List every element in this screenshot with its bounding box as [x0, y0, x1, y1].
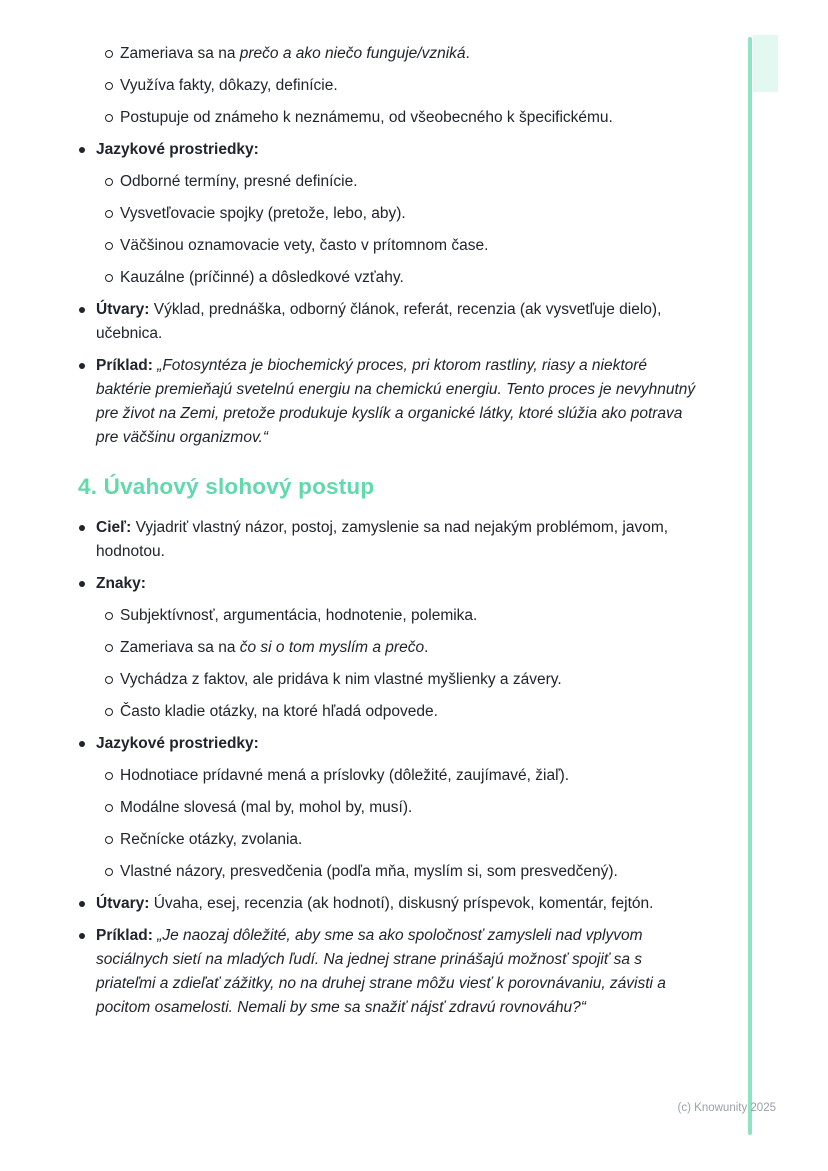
item-text: [120, 170, 696, 194]
sub-bullet-item: [78, 74, 696, 98]
bullet-circle-icon: [104, 266, 120, 290]
item-text: [120, 668, 696, 692]
text-run: .: [424, 639, 429, 656]
sub-bullet-item: [78, 700, 696, 724]
item-text: [120, 828, 696, 852]
bullet-circle-icon: [104, 604, 120, 628]
bullet-item: [78, 516, 696, 564]
bullet-circle-icon: [104, 828, 120, 852]
sub-bullet-item: [78, 266, 696, 290]
item-text: [120, 106, 696, 130]
bullet-circle-icon: [104, 636, 120, 660]
text-run: Subjektívnosť, argumentácia, hodnotenie, polemika.: [120, 607, 478, 624]
text-run: Jazykové prostriedky:: [96, 735, 259, 752]
text-run: Príklad:: [96, 357, 153, 374]
bullet-item: [78, 924, 696, 1020]
bullet-circle-icon: [104, 170, 120, 194]
section-heading: [78, 472, 696, 502]
sub-bullet-item: [78, 234, 696, 258]
bullet-circle-icon: [104, 234, 120, 258]
bullet-circle-icon: [104, 106, 120, 130]
text-run: Zameriava sa na: [120, 639, 240, 656]
text-run: Využíva fakty, dôkazy, definície.: [120, 77, 338, 94]
text-run: „Fotosyntéza je biochemický proces, pri ktorom rastliny, riasy a niektoré baktérie premieňajú svetelnú energiu na chemickú energiu. Tento proces je nevyhnutný pre život na Zemi, pretože produkuje kyslík a organické látky, ktoré slúžia ako potrava pre väčšinu organizmov.“: [96, 357, 696, 446]
item-text: [120, 796, 696, 820]
bullet-item: [78, 138, 696, 162]
sub-bullet-item: [78, 860, 696, 884]
text-run: Útvary:: [96, 895, 150, 912]
text-run: Rečnícke otázky, zvolania.: [120, 831, 303, 848]
text-run: Vlastné názory, presvedčenia (podľa mňa, myslím si, som presvedčený).: [120, 863, 618, 880]
item-text: [120, 764, 696, 788]
bullet-circle-icon: [104, 74, 120, 98]
sub-bullet-item: [78, 828, 696, 852]
bullet-item: [78, 892, 696, 916]
text-run: Hodnotiace prídavné mená a príslovky (dôležité, zaujímavé, žiaľ).: [120, 767, 570, 784]
text-run: čo si o tom myslím a prečo: [239, 639, 425, 656]
item-text: [96, 572, 696, 596]
item-text: [96, 892, 696, 916]
bullet-disc-icon: [78, 572, 96, 596]
bullet-circle-icon: [104, 668, 120, 692]
sub-bullet-item: [78, 170, 696, 194]
copyright-footer: (c) Knowunity 2025: [677, 1102, 776, 1114]
text-run: Znaky:: [96, 575, 146, 592]
sub-bullet-item: [78, 764, 696, 788]
text-run: Zameriava sa na: [120, 45, 240, 62]
item-text: [120, 604, 696, 628]
bullet-item: [78, 572, 696, 596]
item-text: [96, 516, 696, 564]
item-text: [120, 860, 696, 884]
item-text: [96, 298, 696, 346]
item-text: [96, 354, 696, 450]
text-run: Vychádza z faktov, ale pridáva k nim vlastné myšlienky a závery.: [120, 671, 562, 688]
text-run: „Je naozaj dôležité, aby sme sa ako spoločnosť zamysleli nad vplyvom sociálnych sietí na mladých ľudí. Na jednej strane prinášajú možnosť spojiť sa s priateľmi a zdieľať zážitky, no na druhej strane môžu viesť k porovnávaniu, závisti a pocitom osamelosti. Nemali by sme sa snažiť nájsť zdravú rovnováhu?“: [96, 927, 666, 1016]
sub-bullet-item: [78, 796, 696, 820]
item-text: [120, 42, 696, 66]
sub-bullet-item: [78, 668, 696, 692]
bullet-disc-icon: [78, 354, 96, 450]
bullet-circle-icon: [104, 700, 120, 724]
item-text: [120, 636, 696, 660]
text-run: Často kladie otázky, na ktoré hľadá odpovede.: [120, 703, 438, 720]
text-run: Príklad:: [96, 927, 153, 944]
item-text: [120, 234, 696, 258]
text-run: Modálne slovesá (mal by, mohol by, musí).: [120, 799, 413, 816]
text-run: .: [465, 45, 470, 62]
sub-bullet-item: [78, 604, 696, 628]
text-run: Kauzálne (príčinné) a dôsledkové vzťahy.: [120, 269, 404, 286]
item-text: [120, 700, 696, 724]
page-accent-corner: [753, 35, 778, 92]
sub-bullet-item: [78, 636, 696, 660]
bullet-item: [78, 354, 696, 450]
bullet-disc-icon: [78, 892, 96, 916]
bullet-circle-icon: [104, 796, 120, 820]
item-text: [96, 138, 696, 162]
item-text: [96, 924, 696, 1020]
sub-bullet-item: [78, 42, 696, 66]
bullet-item: [78, 298, 696, 346]
text-run: Výklad, prednáška, odborný článok, referát, recenzia (ak vysvetľuje dielo), učebnica.: [96, 301, 662, 342]
bullet-circle-icon: [104, 860, 120, 884]
sub-bullet-item: [78, 202, 696, 226]
item-text: [120, 266, 696, 290]
text-run: Vyjadriť vlastný názor, postoj, zamyslenie sa nad nejakým problémom, javom, hodnotou.: [96, 519, 669, 560]
bullet-disc-icon: [78, 924, 96, 1020]
bullet-disc-icon: [78, 138, 96, 162]
bullet-circle-icon: [104, 42, 120, 66]
text-run: Väčšinou oznamovacie vety, často v prítomnom čase.: [120, 237, 489, 254]
text-run: Jazykové prostriedky:: [96, 141, 259, 158]
bullet-item: [78, 732, 696, 756]
text-run: Úvaha, esej, recenzia (ak hodnotí), diskusný príspevok, komentár, fejtón.: [149, 895, 654, 912]
sub-bullet-item: [78, 106, 696, 130]
text-run: Cieľ:: [96, 519, 132, 536]
page-accent-line: [748, 37, 752, 1135]
bullet-disc-icon: [78, 298, 96, 346]
bullet-circle-icon: [104, 764, 120, 788]
text-run: Postupuje od známeho k neznámemu, od všeobecného k špecifickému.: [120, 109, 613, 126]
bullet-disc-icon: [78, 516, 96, 564]
bullet-disc-icon: [78, 732, 96, 756]
item-text: [120, 74, 696, 98]
text-run: prečo a ako niečo funguje/vzniká: [239, 45, 466, 62]
bullet-circle-icon: [104, 202, 120, 226]
text-run: Odborné termíny, presné definície.: [120, 173, 358, 190]
text-run: Útvary:: [96, 301, 150, 318]
text-run: Vysvetľovacie spojky (pretože, lebo, aby).: [120, 205, 406, 222]
item-text: [120, 202, 696, 226]
item-text: [96, 732, 696, 756]
text-run: 4. Úvahový slohový postup: [78, 474, 375, 499]
